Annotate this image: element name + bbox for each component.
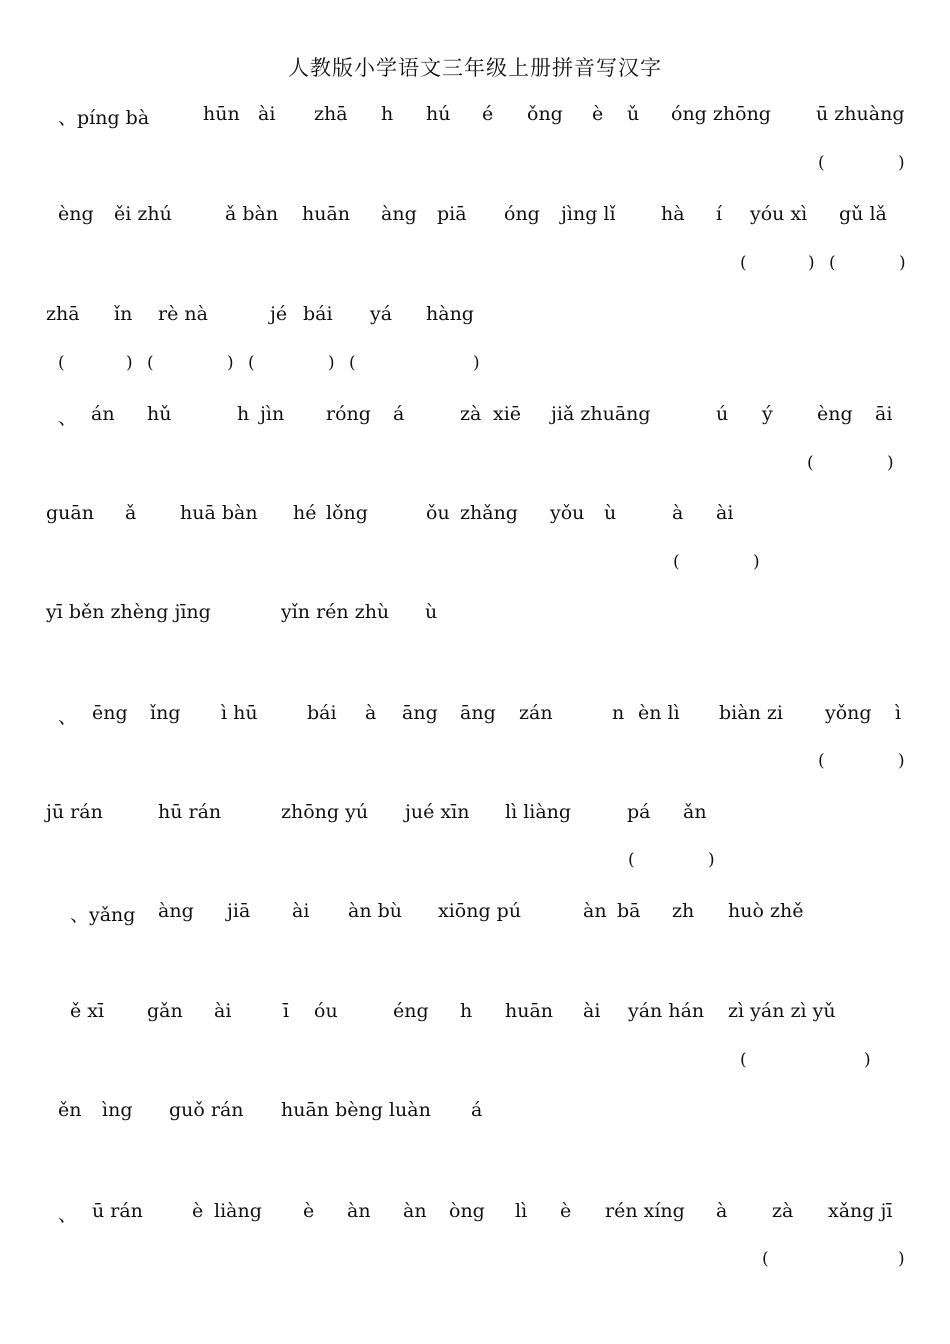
pinyin-token: xǎng jī	[828, 1200, 893, 1222]
pinyin-token: jiǎ zhuāng	[551, 403, 651, 425]
pinyin-token: ǎn	[683, 801, 707, 823]
bracket-close: )	[887, 453, 894, 473]
pinyin-token: ū rán	[92, 1200, 143, 1222]
pinyin-token: ý	[762, 403, 773, 425]
pinyin-token: hú	[426, 103, 451, 125]
pinyin-token: yóu xì	[750, 203, 808, 225]
pinyin-token: hà	[661, 203, 685, 225]
bracket-open: (	[818, 751, 825, 771]
pinyin-token: ēng	[92, 702, 128, 724]
pinyin-token: è	[303, 1200, 315, 1222]
pinyin-token: rè nà	[158, 303, 208, 325]
pinyin-token: zì yán zì yǔ	[728, 1000, 836, 1022]
pinyin-row-2	[0, 203, 950, 231]
bracket-close: )	[126, 353, 133, 373]
answer-bracket	[740, 253, 820, 281]
pinyin-token: zà	[460, 403, 482, 425]
pinyin-token: ǒng	[527, 103, 563, 125]
bracket-close: )	[227, 353, 234, 373]
answer-bracket	[58, 353, 138, 381]
pinyin-token: hū rán	[158, 801, 222, 823]
bracket-close: )	[473, 353, 480, 373]
answer-bracket	[349, 353, 485, 381]
pinyin-token: è	[592, 103, 604, 125]
pinyin-token: bái	[307, 702, 337, 724]
pinyin-token: àn	[347, 1200, 371, 1222]
pinyin-token: lǒng	[326, 502, 368, 524]
pinyin-token: 、píng bà	[58, 107, 150, 129]
pinyin-token: ǔ	[627, 103, 640, 125]
pinyin-token: ài	[258, 103, 276, 125]
pinyin-row-10	[0, 1000, 950, 1028]
pinyin-token: ài	[583, 1000, 601, 1022]
pinyin-token: gǎn	[147, 1000, 183, 1022]
bracket-open: (	[829, 253, 836, 273]
pinyin-token: jìn	[260, 403, 285, 425]
pinyin-token: 、	[58, 407, 78, 429]
bracket-close: )	[328, 353, 335, 373]
pinyin-token: yǒng	[825, 702, 872, 724]
pinyin-token: lì	[515, 1200, 528, 1222]
pinyin-token: h	[237, 403, 250, 425]
pinyin-token: 、yǎng	[70, 904, 136, 926]
bracket-open: (	[628, 850, 635, 870]
answer-bracket	[818, 751, 910, 779]
pinyin-row-9	[0, 900, 950, 928]
pinyin-token: à	[365, 702, 377, 724]
pinyin-token: pá	[627, 801, 651, 823]
pinyin-token: èng	[58, 203, 94, 225]
pinyin-token: òng	[449, 1200, 485, 1222]
pinyin-token: àn bù	[348, 900, 403, 922]
pinyin-token: ěi zhú	[114, 203, 172, 225]
bracket-open: (	[248, 353, 255, 373]
pinyin-token: huān bèng luàn	[281, 1099, 431, 1121]
bracket-open: (	[740, 253, 747, 273]
pinyin-token: ěn	[58, 1099, 82, 1121]
pinyin-token: àng	[381, 203, 417, 225]
pinyin-token: jué xīn	[405, 801, 470, 823]
answer-bracket	[807, 453, 899, 481]
pinyin-token: ài	[292, 900, 310, 922]
pinyin-token: 、	[58, 706, 78, 728]
pinyin-token: yī běn zhèng jīng	[46, 601, 211, 623]
pinyin-token: huò zhě	[728, 900, 804, 922]
pinyin-token: āng	[460, 702, 496, 724]
pinyin-token: guǒ rán	[169, 1099, 244, 1121]
bracket-open: (	[349, 353, 356, 373]
bracket-open: (	[58, 353, 65, 373]
answer-bracket	[829, 253, 911, 281]
answer-bracket	[248, 353, 340, 381]
answer-bracket	[673, 552, 765, 580]
pinyin-token: zhōng yú	[281, 801, 369, 823]
pinyin-token: huān	[505, 1000, 554, 1022]
pinyin-token: h	[460, 1000, 473, 1022]
pinyin-token: ù	[604, 502, 617, 524]
pinyin-token: biàn zi	[719, 702, 783, 724]
pinyin-token: í	[716, 203, 723, 225]
bracket-close: )	[753, 552, 760, 572]
pinyin-token: óng	[504, 203, 540, 225]
pinyin-token: é	[482, 103, 494, 125]
pinyin-token: à	[716, 1200, 728, 1222]
pinyin-token: 、	[58, 1204, 78, 1226]
pinyin-token: lì liàng	[505, 801, 572, 823]
pinyin-token: jū rán	[46, 801, 103, 823]
pinyin-row-11	[0, 1099, 950, 1127]
pinyin-token: n	[612, 702, 625, 724]
answer-bracket	[740, 1050, 876, 1078]
bracket-close: )	[708, 850, 715, 870]
bracket-close: )	[864, 1050, 871, 1070]
pinyin-token: ì hū	[221, 702, 258, 724]
pinyin-token: hàng	[426, 303, 474, 325]
pinyin-token: à	[672, 502, 684, 524]
pinyin-token: á	[393, 403, 405, 425]
pinyin-token: zhǎng	[460, 502, 518, 524]
pinyin-token: zà	[772, 1200, 794, 1222]
pinyin-token: huā bàn	[180, 502, 258, 524]
pinyin-token: ài	[214, 1000, 232, 1022]
pinyin-token: bái	[303, 303, 333, 325]
pinyin-token: āi	[875, 403, 893, 425]
pinyin-token: hūn	[203, 103, 240, 125]
pinyin-token: àn	[403, 1200, 427, 1222]
pinyin-token: àng	[158, 900, 194, 922]
pinyin-token: ě xī	[70, 1000, 105, 1022]
pinyin-token: óu	[314, 1000, 338, 1022]
pinyin-token: bā	[617, 900, 641, 922]
answer-bracket	[762, 1249, 910, 1277]
pinyin-token: zhā	[314, 103, 348, 125]
pinyin-token: ǎ	[125, 502, 137, 524]
bracket-close: )	[898, 751, 905, 771]
pinyin-token: yǐn rén zhù	[281, 601, 390, 623]
bracket-close: )	[898, 1249, 905, 1269]
pinyin-token: rén xíng	[605, 1200, 685, 1222]
pinyin-token: ǎ bàn	[225, 203, 279, 225]
pinyin-token: ǐn	[114, 303, 133, 325]
pinyin-token: è	[560, 1200, 572, 1222]
bracket-close: )	[899, 253, 906, 273]
pinyin-token: ǐng	[150, 702, 181, 724]
bracket-open: (	[807, 453, 814, 473]
pinyin-token: yán hán	[628, 1000, 705, 1022]
pinyin-token: jìng lǐ	[561, 203, 616, 225]
pinyin-token: á	[471, 1099, 483, 1121]
pinyin-token: āng	[402, 702, 438, 724]
pinyin-token: ì	[895, 702, 902, 724]
bracket-open: (	[673, 552, 680, 572]
pinyin-token: xiōng pú	[438, 900, 522, 922]
pinyin-row-12	[0, 1200, 950, 1228]
bracket-open: (	[147, 353, 154, 373]
bracket-open: (	[740, 1050, 747, 1070]
pinyin-token: óng zhōng	[671, 103, 771, 125]
pinyin-token: èng	[817, 403, 853, 425]
bracket-close: )	[898, 153, 905, 173]
pinyin-token: jiā	[227, 900, 251, 922]
pinyin-row-7	[0, 702, 950, 730]
pinyin-token: zán	[519, 702, 553, 724]
pinyin-row-5	[0, 502, 950, 530]
pinyin-token: èn lì	[638, 702, 680, 724]
pinyin-token: àn	[583, 900, 607, 922]
pinyin-row-8	[0, 801, 950, 829]
pinyin-token: ìng	[102, 1099, 133, 1121]
answer-bracket	[147, 353, 239, 381]
pinyin-token: ù	[425, 601, 438, 623]
pinyin-token: gǔ lǎ	[839, 203, 887, 225]
bracket-close: )	[808, 253, 815, 273]
pinyin-token: piā	[437, 203, 467, 225]
pinyin-row-3	[0, 303, 950, 331]
pinyin-row-4	[0, 403, 950, 431]
pinyin-token: xiē	[493, 403, 522, 425]
pinyin-token: ú	[716, 403, 729, 425]
bracket-open: (	[762, 1249, 769, 1269]
pinyin-token: jé	[270, 303, 288, 325]
pinyin-token: yá	[370, 303, 393, 325]
pinyin-token: ǒu	[426, 502, 450, 524]
pinyin-token: hǔ	[147, 403, 172, 425]
pinyin-token: éng	[393, 1000, 429, 1022]
page-title: 人教版小学语文三年级上册拼音写汉字	[288, 56, 662, 80]
pinyin-token: ū zhuàng	[816, 103, 905, 125]
pinyin-token: guān	[46, 502, 94, 524]
pinyin-token: án	[91, 403, 115, 425]
pinyin-token: hé	[293, 502, 317, 524]
pinyin-row-6	[0, 601, 950, 629]
pinyin-token: huān	[302, 203, 351, 225]
pinyin-token: yǒu	[550, 502, 585, 524]
pinyin-token: zhā	[46, 303, 80, 325]
pinyin-token: h	[381, 103, 394, 125]
pinyin-token: liàng	[214, 1200, 262, 1222]
pinyin-token: è	[192, 1200, 204, 1222]
pinyin-token: róng	[326, 403, 371, 425]
answer-bracket	[628, 850, 720, 878]
pinyin-row-1	[0, 103, 950, 131]
pinyin-token: ài	[716, 502, 734, 524]
bracket-open: (	[818, 153, 825, 173]
answer-bracket	[818, 153, 910, 181]
pinyin-token: ī	[283, 1000, 290, 1022]
pinyin-token: zh	[672, 900, 695, 922]
